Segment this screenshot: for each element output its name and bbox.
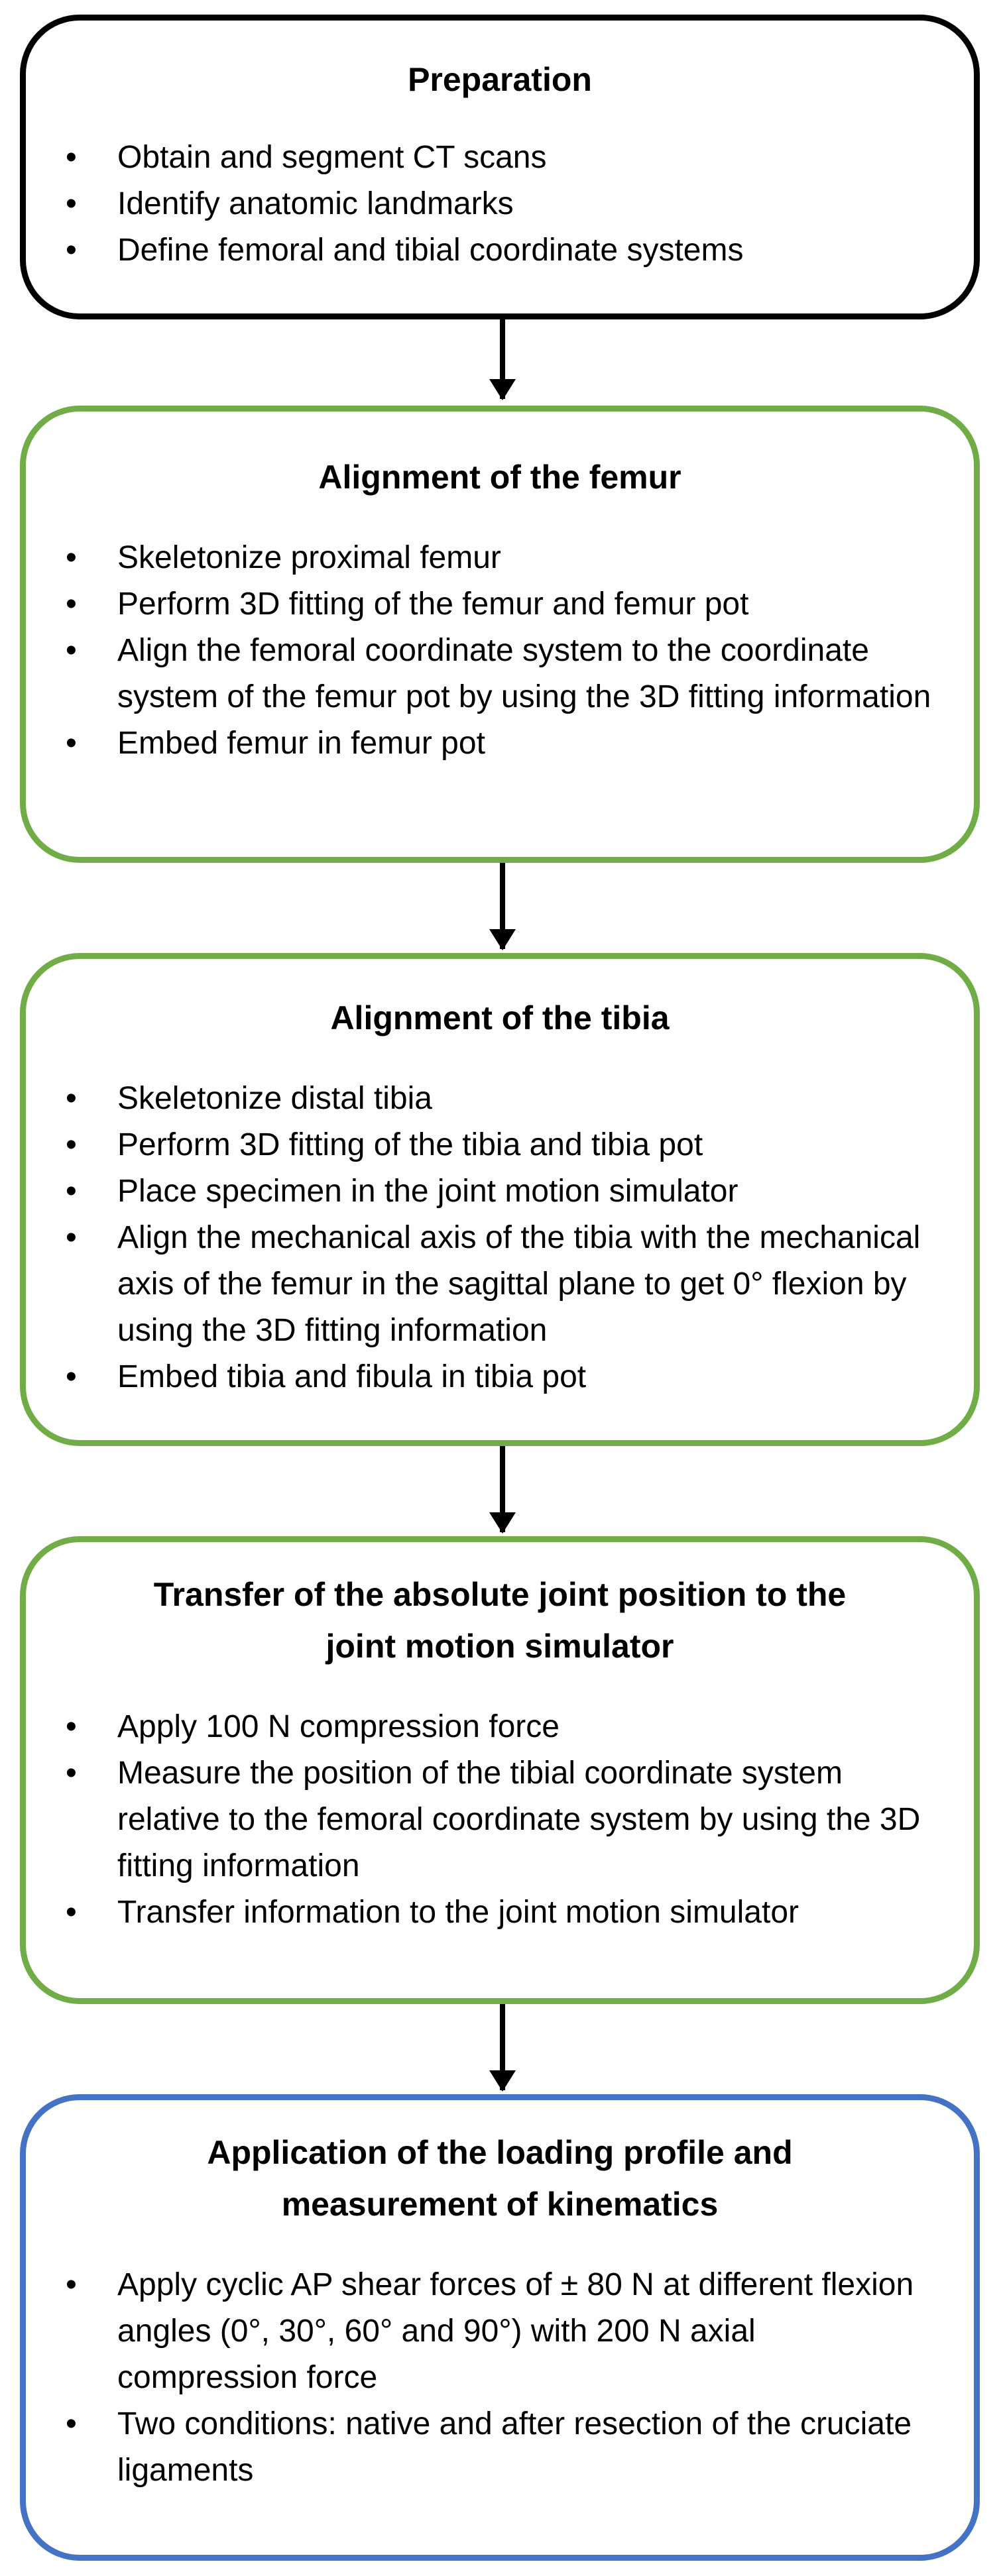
- step-preparation-title: Preparation: [408, 61, 592, 98]
- flow-arrow-1: [500, 319, 505, 399]
- list-item: • Obtain and segment CT scans: [66, 135, 934, 181]
- flow-arrow-3: [500, 1446, 505, 1532]
- step-transfer-position-title: [66, 1569, 934, 1672]
- title-line: joint motion simulator: [325, 1628, 674, 1665]
- step-preparation-list: [66, 135, 934, 274]
- title-line: measurement of kinematics: [281, 2186, 719, 2223]
- list-item: • Align the mechanical axis of the tibia with the mechanical axis of the femur in the sagittal plane to get 0° flexion by using the 3D fitting information: [66, 1215, 934, 1354]
- list-item: • Perform 3D fitting of the femur and femur pot: [66, 581, 934, 628]
- step-tibia-alignment-title: Alignment of the tibia: [330, 999, 670, 1036]
- step-transfer-position-box: [20, 1536, 980, 2004]
- list-item: • Place specimen in the joint motion simulator: [66, 1168, 934, 1215]
- title-line: Transfer of the absolute joint position to the: [153, 1576, 847, 1613]
- list-item: • Identify anatomic landmarks: [66, 181, 934, 227]
- step-loading-profile-list: [66, 2262, 934, 2494]
- list-item: • Align the femoral coordinate system to the coordinate system of the femur pot by using the 3D fitting information: [66, 628, 934, 720]
- step-tibia-alignment-box: [20, 953, 980, 1446]
- list-item: • Two conditions: native and after resection of the cruciate ligaments: [66, 2401, 934, 2494]
- title-line: Application of the loading profile and: [207, 2134, 793, 2171]
- step-femur-alignment-list: [66, 535, 934, 767]
- step-preparation-box: [20, 15, 980, 319]
- step-tibia-alignment-list: [66, 1076, 934, 1400]
- list-item: • Apply 100 N compression force: [66, 1704, 934, 1750]
- list-item: • Apply cyclic AP shear forces of ± 80 N at different flexion angles (0°, 30°, 60° and 90°) with 200 N axial compression force: [66, 2262, 934, 2401]
- list-item: • Measure the position of the tibial coordinate system relative to the femoral coordinate system by using the 3D fitting information: [66, 1750, 934, 1889]
- step-transfer-position-list: [66, 1704, 934, 1936]
- list-item: • Skeletonize proximal femur: [66, 535, 934, 581]
- list-item: • Skeletonize distal tibia: [66, 1076, 934, 1122]
- list-item: • Perform 3D fitting of the tibia and tibia pot: [66, 1122, 934, 1168]
- list-item: • Embed tibia and fibula in tibia pot: [66, 1354, 934, 1400]
- list-item: • Define femoral and tibial coordinate systems: [66, 227, 934, 274]
- flow-arrow-2: [500, 863, 505, 949]
- list-item: • Transfer information to the joint motion simulator: [66, 1889, 934, 1936]
- step-loading-profile-box: [20, 2094, 980, 2561]
- step-femur-alignment-box: [20, 406, 980, 863]
- step-femur-alignment-title: Alignment of the femur: [318, 459, 681, 496]
- list-item: • Embed femur in femur pot: [66, 720, 934, 767]
- step-loading-profile-title: [66, 2127, 934, 2230]
- flow-arrow-4: [500, 2004, 505, 2090]
